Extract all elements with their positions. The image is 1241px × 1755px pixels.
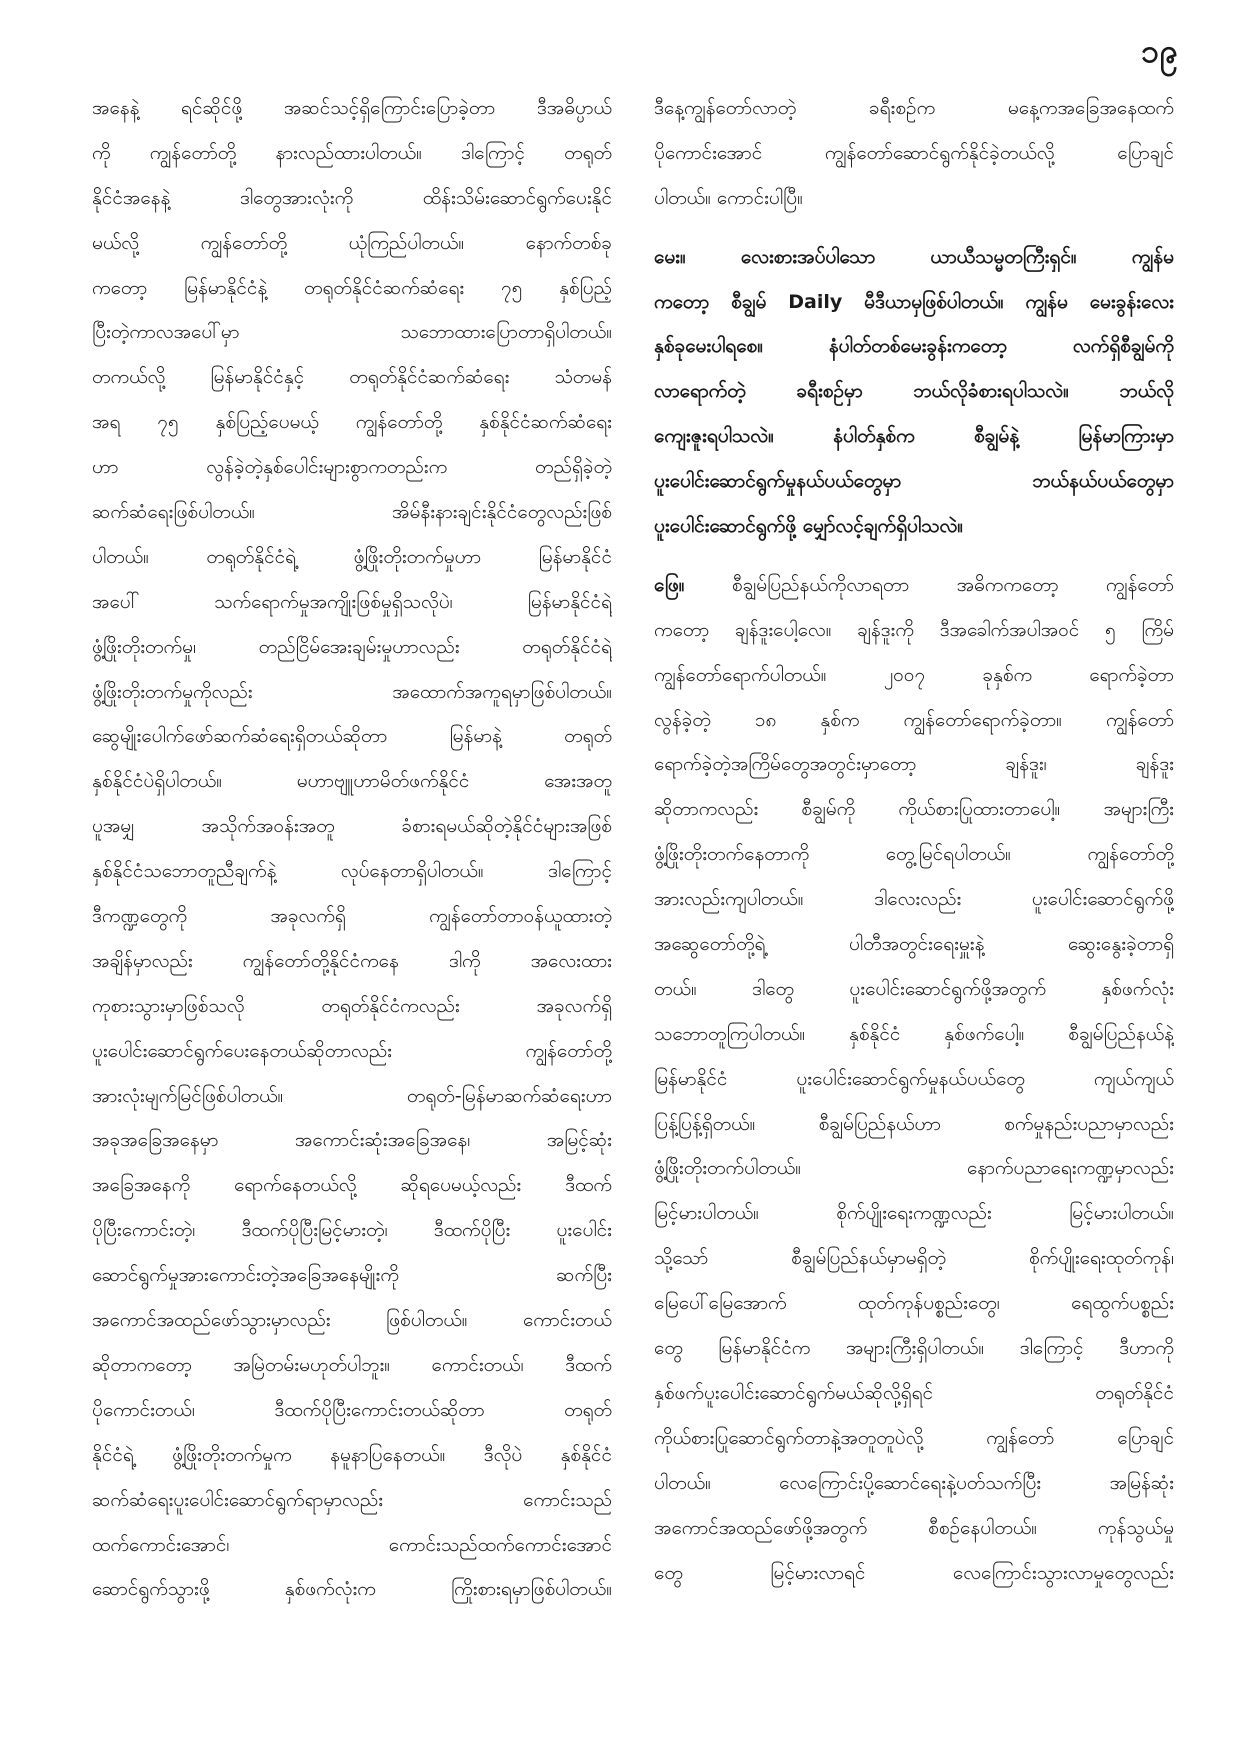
text-line: မယ်လို့ ကျွန်တော်တို့ ယုံကြည်ပါတယ်။ နောက်တစ်ခု	[92, 231, 612, 254]
text-line: ပါတယ်။ တရုတ်နိုင်ငံရဲ့ ဖွံ့ဖြိုးတိုးတက်မှုဟာ မြန်မာနိုင်ငံ	[92, 545, 612, 568]
text-line: ကုစားသွားမှာဖြစ်သလို တရုတ်နိုင်ငံကလည်း အခုလက်ရှိ	[92, 994, 612, 1017]
text-line: နှစ်ဖက်ပူးပေါင်းဆောင်ရွက်မယ်ဆိုလို့ရှိရင် တရုတ်နိုင်ငံ	[654, 1381, 1174, 1404]
text-line: တွေ မြင့်မားလာရင် လေကြောင်းသွားလာမှုတွေလည်း	[654, 1561, 1174, 1584]
text-line: အားလည်းကျပါတယ်။ ဒါလေးလည်း ပူးပေါင်းဆောင်ရွက်ဖို့	[654, 888, 1174, 911]
text-line: ကတော့ မြန်မာနိုင်ငံနဲ့ တရုတ်နိုင်ငံဆက်ဆံရေး ၇၅ နှစ်ပြည့်	[92, 276, 612, 299]
text-line: ကျွန်တော်ရောက်ပါတယ်။ ၂၀၀၇ ခုနှစ်က ရောက်ခဲ့တာ	[654, 663, 1174, 686]
text-line: နိုင်ငံအနေနဲ့ ဒါတွေအားလုံးကို ထိန်းသိမ်းဆောင်ရွက်ပေးနိုင်	[92, 186, 612, 209]
text-line: ဖွံ့ဖြိုးတိုးတက်ပါတယ်။ နောက်ပညာရေးကဏ္ဍမှာလည်း	[654, 1157, 1174, 1180]
question-line: နှစ်ခုမေးပါရစေ။ နံပါတ်တစ်မေးခွန်းကတော့ လက်ရှိစီချွမ်ကို	[654, 335, 1174, 358]
text-line: မြင့်မားပါတယ်။ စိုက်ပျိုးရေးကဏ္ဍလည်း မြင့်မားပါတယ်။	[654, 1202, 1174, 1225]
text-line: အကောင်အထည်ဖော်ဖို့အတွက် စီစဉ်နေပါတယ်။ ကုန်သွယ်မှု	[654, 1516, 1174, 1539]
text-line: နိုင်ငံရဲ့ ဖွံ့ဖြိုးတိုးတက်မှုက နမူနာပြနေတယ်။ ဒီလိုပဲ နှစ်နိုင်ငံ	[92, 1443, 612, 1466]
text-line: အရ ၇၅ နှစ်ပြည့်ပေမယ့် ကျွန်တော်တို့ နှစ်နိုင်ငံဆက်ဆံရေး	[92, 411, 612, 434]
text-line: ပါတယ်။ လေကြောင်းပို့ဆောင်ရေးနဲ့ပတ်သက်ပြီး အမြန်ဆုံး	[654, 1471, 1174, 1494]
text-line: ပြန့်ပြန့်ရှိတယ်။ စီချွမ်ပြည်နယ်ဟာ စက်မှုနည်းပညာမှာလည်း	[654, 1112, 1174, 1135]
text-line: နှစ်နိုင်ငံသဘောတူညီချက်နဲ့ လုပ်နေတာရှိပါတယ်။ ဒါကြောင့်	[92, 860, 612, 883]
text-line: ပူအမျှ အသိုက်အဝန်းအတူ ခံစားရမယ်ဆိုတဲ့နိုင်ငံများအဖြစ်	[92, 815, 612, 838]
text-line: ပိုကောင်းတယ်၊ ဒီထက်ပိုပြီးကောင်းတယ်ဆိုတာ တရုတ်	[92, 1398, 612, 1421]
text-line: ရောက်ခဲ့တဲ့အကြိမ်တွေအတွင်းမှာတော့ ချန်ဒူး၊ ချန်ဒူး	[654, 753, 1174, 776]
question-line: လာရောက်တဲ့ ခရီးစဉ်မှာ ဘယ်လိုခံစားရပါသလဲ။ ဘယ်လို	[654, 380, 1174, 403]
text-line: ပူးပေါင်းဆောင်ရွက်ပေးနေတယ်ဆိုတာလည်း ကျွန်တော်တို့	[92, 1039, 612, 1062]
text-line: ကိုယ်စားပြုဆောင်ရွက်တာနဲ့အတူတူပဲလို့ ကျွန်တော် ပြောချင်	[654, 1426, 1174, 1449]
text-line: ပြီးတဲ့ကာလအပေါ်မှာ သဘောထားပြောတာရှိပါတယ်။	[92, 321, 612, 344]
text-line: အပေါ် သက်ရောက်မှုအကျိုးဖြစ်မှုရှိသလိုပဲ၊ မြန်မာနိုင်ငံရဲ့	[92, 590, 612, 613]
text-line: ဆောင်ရွက်သွားဖို့ နှစ်ဖက်လုံးက ကြိုးစားရမှာဖြစ်ပါတယ်။	[92, 1578, 612, 1601]
text-line: မြေပေါ်မြေအောက် ထုတ်ကုန်ပစ္စည်းတွေ၊ ရေထွက်ပစ္စည်း	[654, 1292, 1174, 1315]
text-line: တကယ်လို့ မြန်မာနိုင်ငံနှင့် တရုတ်နိုင်ငံဆက်ဆံရေး သံတမန်	[92, 366, 612, 389]
text-line: တယ်။ ဒါတွေ ပူးပေါင်းဆောင်ရွက်ဖို့အတွက် နှစ်ဖက်လုံး	[654, 977, 1174, 1000]
text-line: အခုအခြေအနေမှာ အကောင်းဆုံးအခြေအနေ၊ အမြင့်ဆုံး	[92, 1129, 612, 1152]
text-line: ဖွံ့ဖြိုးတိုးတက်မှုကိုလည်း အထောက်အကူရမှာဖြစ်ပါတယ်။	[92, 680, 612, 703]
page-number: ၁၉	[1141, 32, 1179, 70]
answer-label: ဖြေ။	[654, 573, 685, 596]
text-line: အချိန်မှာလည်း ကျွန်တော်တို့နိုင်ငံကနေ ဒါကို အလေးထား	[92, 949, 612, 972]
text-line: ထက်ကောင်းအောင်၊ ကောင်းသည်ထက်ကောင်းအောင်	[92, 1533, 612, 1556]
question-line: ကတော့ စီချွမ် Daily မီဒီယာမှဖြစ်ပါတယ်။ ကျွန်မ မေးခွန်းလေး	[654, 290, 1174, 313]
question-line: ပူးပေါင်းဆောင်ရွက်မှုနယ်ပယ်တွေမှာ ဘယ်နယ်ပယ်တွေမှာ	[654, 470, 1174, 493]
text-line: နှစ်နိုင်ငံပဲရှိပါတယ်။ မဟာဗျူဟာမိတ်ဖက်နိုင်ငံ အေးအတူ	[92, 770, 612, 793]
question-line: မေး။ လေးစားအပ်ပါသော ယာယီသမ္မတကြီးရှင်။ ကျွန်မ	[654, 245, 1174, 268]
text-line: ဆွေမျိုးပေါက်ဖော်ဆက်ဆံရေးရှိတယ်ဆိုတာ မြန်မာနဲ့ တရုတ်	[92, 725, 612, 748]
text-line: သို့သော် စီချွမ်ပြည်နယ်မှာမရှိတဲ့ စိုက်ပျိုးရေးထုတ်ကုန်၊	[654, 1247, 1174, 1270]
text-line: ဖွံ့ဖြိုးတိုးတက်နေတာကို တွေ့မြင်ရပါတယ်။ ကျွန်တော်တို့	[654, 843, 1174, 866]
text-line: ပိုပြီးကောင်းတဲ့၊ ဒီထက်ပိုပြီးမြင့်မားတဲ့၊ ဒီထက်ပိုပြီး ပူးပေါင်း	[92, 1219, 612, 1242]
text-line: ကတော့ ချန်ဒူးပေါ့လေ။ ချန်ဒူးကို ဒီအခေါက်အပါအဝင် ၅ ကြိမ်	[654, 618, 1174, 641]
answer-paragraph	[654, 563, 1174, 1595]
text-line: ဖွံ့ဖြိုးတိုးတက်မှု၊ တည်ငြိမ်အေးချမ်းမှုဟာလည်း တရုတ်နိုင်ငံရဲ့	[92, 635, 612, 658]
text-line: ဆိုတာကလည်း စီချွမ်ကို ကိုယ်စားပြုထားတာပေါ့။ အများကြီး	[654, 798, 1174, 821]
text-line: အားလုံးမျက်မြင်ဖြစ်ပါတယ်။ တရုတ်-မြန်မာဆက်ဆံရေးဟာ	[92, 1084, 612, 1107]
text-line: ဒီနေ့ကျွန်တော်လာတဲ့ ခရီးစဉ်က မနေ့ကအခြေအနေထက်	[654, 97, 1174, 119]
text-line: အဆွေတော်တို့ရဲ့ ပါတီအတွင်းရေးမှူးနဲ့ ဆွေးနွေးခဲ့တာရှိ	[654, 933, 1174, 956]
text-line: ဆက်ဆံရေးပူးပေါင်းဆောင်ရွက်ရာမှာလည်း ကောင်းသည်	[92, 1488, 612, 1511]
text-line: ပိုကောင်းအောင် ကျွန်တော်ဆောင်ရွက်နိုင်ခဲ့တယ်လို့ ပြောချင်	[654, 141, 1174, 164]
question-paragraph	[654, 235, 1174, 549]
question-line: ကျေးဇူးရပါသလဲ။ နံပါတ်နှစ်က စီချွမ်နဲ့ မြန်မာကြားမှာ	[654, 425, 1174, 448]
text-line: ဟာ လွန်ခဲ့တဲ့နှစ်ပေါင်းများစွာကတည်းက တည်ရှိခဲ့တဲ့	[92, 456, 612, 479]
question-line: ပူးပေါင်းဆောင်ရွက်ဖို့ မျှော်လင့်ချက်ရှိပါသလဲ။	[654, 515, 964, 538]
left-column	[92, 86, 612, 1612]
text-line: အခြေအနေကို ရောက်နေတယ်လို့ ဆိုရပေမယ့်လည်း ဒီထက်	[92, 1174, 612, 1197]
text-line: ဆောင်ရွက်မှုအားကောင်းတဲ့အခြေအနေမျိုးကို ဆက်ပြီး	[92, 1264, 612, 1287]
text-line	[654, 563, 1174, 608]
text-line: ကို ကျွန်တော်တို့ နားလည်ထားပါတယ်။ ဒါကြောင့် တရုတ်	[92, 141, 612, 164]
answer-first-line-text: စီချွမ်ပြည်နယ်ကိုလာရတာ အဓိကကတော့ ကျွန်တော်	[684, 573, 1174, 596]
text-line: သဘောတူကြပါတယ်။ နှစ်နိုင်ငံ နှစ်ဖက်ပေါ့။ စီချွမ်ပြည်နယ်နဲ့	[654, 1022, 1174, 1045]
text-line: အနေနဲ့ ရင်ဆိုင်ဖို့ အဆင်သင့်ရှိကြောင်းပြောခဲ့တာ ဒီအဓိပ္ပာယ်	[92, 97, 612, 119]
text-line: ဆက်ဆံရေးဖြစ်ပါတယ်။ အိမ်နီးနားချင်းနိုင်ငံတွေလည်းဖြစ်	[92, 501, 612, 524]
text-line: ပါတယ်။ ကောင်းပါပြီ။	[654, 186, 803, 209]
text-line: အကောင်အထည်ဖော်သွားမှာလည်း ဖြစ်ပါတယ်။ ကောင်းတယ်	[92, 1309, 612, 1332]
intro-paragraph	[654, 86, 1174, 221]
right-column	[654, 86, 1174, 1595]
text-line: ဒီကဏ္ဍတွေကို အခုလက်ရှိ ကျွန်တော်တာဝန်ယူထားတဲ့	[92, 905, 612, 928]
text-line: မြန်မာနိုင်ငံ ပူးပေါင်းဆောင်ရွက်မှုနယ်ပယ်တွေ ကျယ်ကျယ်	[654, 1067, 1174, 1090]
text-line: လွန်ခဲ့တဲ့ ၁၈ နှစ်က ကျွန်တော်ရောက်ခဲ့တာ။ ကျွန်တော်	[654, 708, 1174, 731]
text-line: တွေ မြန်မာနိုင်ငံက အများကြီးရှိပါတယ်။ ဒါကြောင့် ဒီဟာကို	[654, 1337, 1174, 1360]
text-line: ဆိုတာကတော့ အမြဲတမ်းမဟုတ်ပါဘူး။ ကောင်းတယ်၊ ဒီထက်	[92, 1353, 612, 1376]
